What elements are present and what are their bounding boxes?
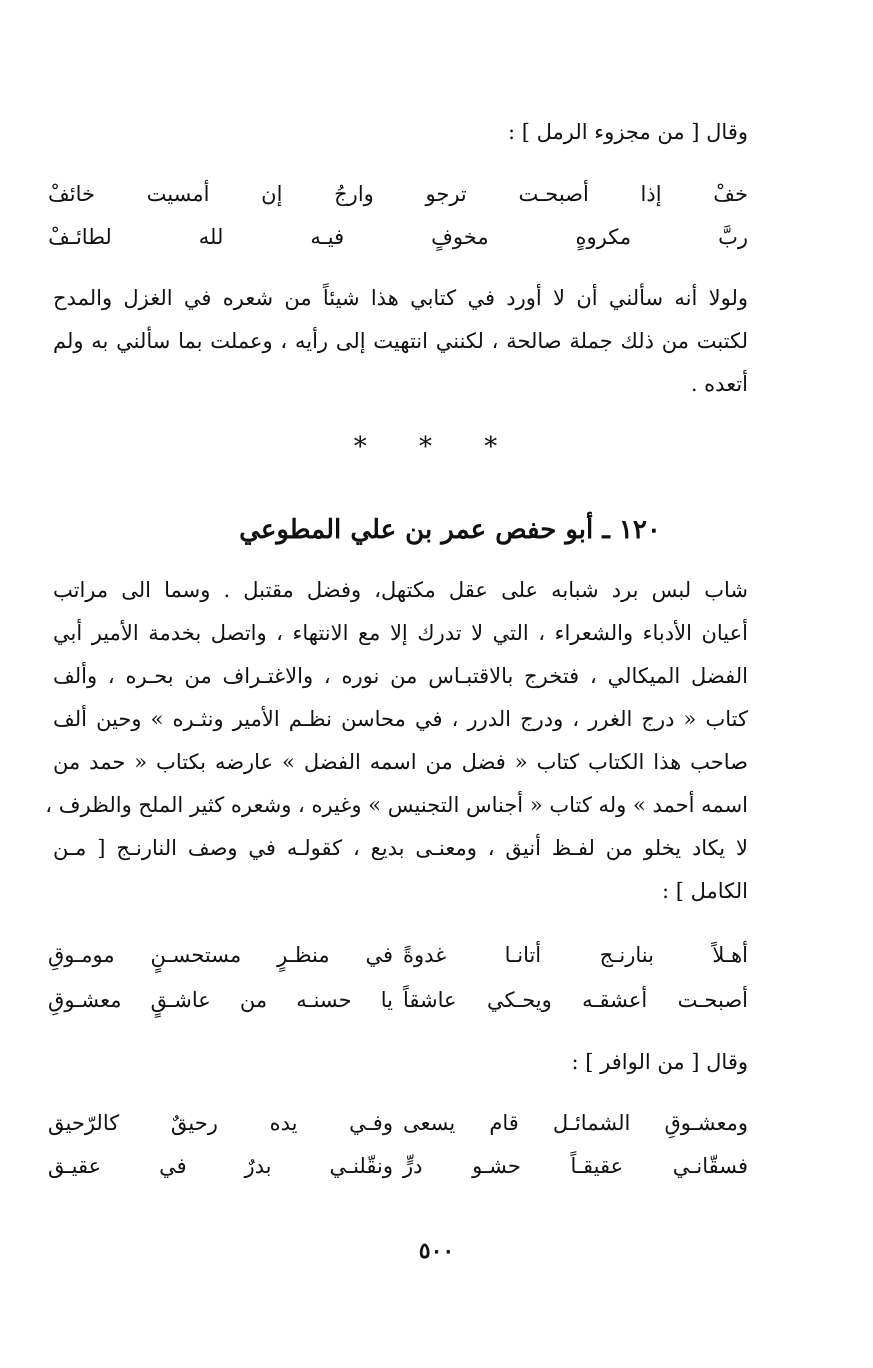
word: مكروهٍ: [575, 225, 632, 249]
word: يده: [269, 1111, 298, 1135]
paragraph-line: كتاب « درج الغرر ، ودرج الدرر ، في محاسن نظـم الأمير ونثـره » وحين ألف: [53, 707, 748, 731]
paragraph-line: لا يكاد يخلو من لفـظ أنيق ، ومعنـى بديع ، كقولـه في وصف النارنـج [ مـن: [53, 836, 748, 860]
hemistich-second: [48, 943, 393, 967]
word: قام: [489, 1111, 519, 1135]
verse-2-line-1: [48, 940, 748, 970]
word: أصبحـت: [518, 182, 589, 206]
word: مومـوقِ: [48, 943, 115, 967]
paragraph-line: لكتبت من ذلك جملة صالحة ، لكنني انتهيت إلى رأيه ، وعملت بما سألني به ولم: [53, 329, 748, 353]
verse-1-line-2: [48, 222, 748, 252]
hemistich-second: [48, 988, 393, 1012]
word: فيـه: [310, 225, 345, 249]
word: أهـلاً: [712, 943, 748, 967]
verse-2-line-2: [48, 985, 748, 1015]
paragraph-line: الكامل ] :: [662, 879, 748, 903]
word: إن: [261, 182, 283, 206]
word: في: [159, 1154, 187, 1178]
word: وفـي: [349, 1111, 393, 1135]
word: خفْ: [713, 182, 748, 206]
word: بنارنـج: [599, 943, 654, 967]
hemistich-second: [48, 1111, 393, 1135]
word: مخوفٍ: [431, 225, 489, 249]
word: عقيقـاً: [570, 1154, 624, 1178]
word: عاشقاً: [403, 988, 457, 1012]
word: كالرّحيق: [48, 1111, 120, 1135]
word: ويحـكي: [486, 988, 552, 1012]
page-number: ٥٠٠: [418, 1238, 455, 1264]
word: ربَّ: [718, 225, 748, 249]
word: درٍّ: [403, 1154, 423, 1178]
word: أعشقـه: [582, 988, 648, 1012]
hemistich-first: [403, 988, 748, 1012]
paragraph-line: أتعده .: [690, 372, 748, 396]
word: ومعشـوقِ: [664, 1111, 748, 1135]
verse-1-line-1: [48, 179, 748, 209]
word: بدرٌ: [244, 1154, 272, 1178]
word: حشـو: [472, 1154, 521, 1178]
word: غدوةً: [403, 943, 447, 967]
hemistich-first: [403, 1111, 748, 1135]
word: من: [239, 988, 268, 1012]
word: لله: [198, 225, 224, 249]
word: فسقّانـي: [672, 1154, 748, 1178]
word: عقيـق: [48, 1154, 102, 1178]
word: وارجُ: [334, 182, 374, 206]
word: مستحسـنٍ: [150, 943, 242, 967]
word: أمسيت: [146, 182, 210, 206]
poem-intro-2: وقال [ من الوافر ] :: [571, 1050, 748, 1074]
word: خائفْ: [48, 182, 95, 206]
paragraph-line: الفضل الميكالي ، فتخرج بالاقتبـاس من نوره ، والاغتـراف من بحـره ، وألف: [53, 664, 748, 688]
hemistich-first: [403, 943, 748, 967]
paragraph-line: اسمه أحمد » وله كتاب « أجناس التجنيس » وغيره ، وشعره كثير الملح والظرف ،: [45, 793, 748, 817]
word: معشـوقِ: [48, 988, 122, 1012]
word: إذا: [640, 182, 662, 206]
word: رحيقٌ: [170, 1111, 218, 1135]
paragraph-line: شاب لبس برد شبابه على عقل مكتهل، وفضل مقتبل . وسما الى مراتب: [53, 578, 748, 602]
word: عاشـقٍ: [150, 988, 211, 1012]
poem-intro-1: وقال [ من مجزوء الرمل ] :: [508, 120, 748, 144]
word: يسعى: [403, 1111, 456, 1135]
verse-3-line-2: [48, 1151, 748, 1181]
paragraph-line: أعيان الأدباء والشعراء ، التي لا تدرك إلا مع الانتهاء ، واتصل بخدمة الأمير أبي: [53, 621, 748, 645]
paragraph-line: ولولا أنه سألني أن لا أورد في كتابي هذا شيئاً من شعره في الغزل والمدح: [53, 286, 748, 310]
word: الشمائـل: [552, 1111, 631, 1135]
hemistich-second: [48, 1154, 393, 1178]
word: منظـرٍ: [277, 943, 330, 967]
word: حسنـه: [296, 988, 352, 1012]
word: أتانـا: [504, 943, 542, 967]
word: يا: [380, 988, 393, 1012]
word: ونقّلنـي: [329, 1154, 393, 1178]
hemistich-first: [403, 1154, 748, 1178]
word: لطائـفْ: [48, 225, 112, 249]
paragraph-line: صاحب هذا الكتاب كتاب « فضل من اسمه الفضل » عارضه بكتاب « حمد من: [53, 750, 748, 774]
word: أصبحـت: [677, 988, 748, 1012]
word: في: [365, 943, 393, 967]
section-heading: ١٢٠ ـ أبو حفص عمر بن علي المطوعي: [239, 515, 661, 545]
word: ترجو: [425, 182, 467, 206]
section-separator: * * *: [353, 432, 520, 462]
verse-3-line-1: [48, 1108, 748, 1138]
